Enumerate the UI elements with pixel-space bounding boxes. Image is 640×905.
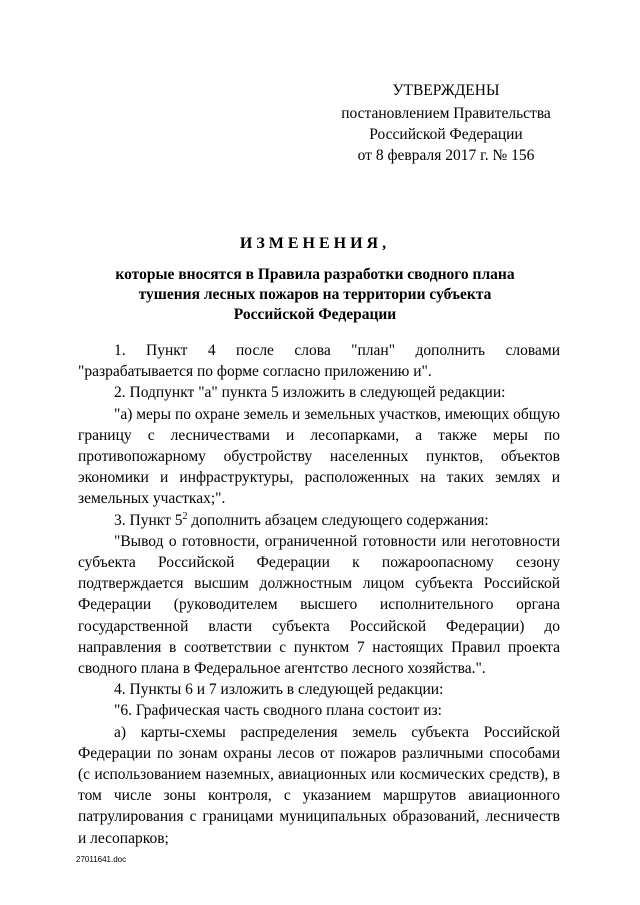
title-subtitle-2: тушения лесных пожаров на территории субъекта xyxy=(138,286,492,303)
approval-line-2: Российской Федерации xyxy=(369,126,523,143)
approval-line-3: от 8 февраля 2017 г. № 156 xyxy=(357,147,535,164)
approval-stamp xyxy=(330,80,562,166)
paragraph-2: 2. Подпункт "а" пункта 5 изложить в следующей редакции: xyxy=(114,384,506,402)
paragraph-7: "6. Графическая часть сводного плана состоит из: xyxy=(114,702,442,720)
title-subtitle-1: которые вносятся в Правила разработки сводного плана xyxy=(115,266,515,283)
approval-line-1: постановлением Правительства xyxy=(341,105,551,122)
paragraph-8: а) карты-схемы распределения земель субъекта Российской Федерации по зонам охраны лесов от пожаров различными способами (с использованием наземных, авиационных или космических средств), в том числе зоны контроля, с указанием маршрутов авиационного патрулирования с границами муниципальных образований, лесничеств и лесопарков; xyxy=(78,723,560,847)
paragraph-1: 1. Пункт 4 после слова "план" дополнить словами "разрабатывается по форме согласно приложению и". xyxy=(78,342,560,381)
superscript: 2 xyxy=(182,510,188,522)
paragraph-6: 4. Пункты 6 и 7 изложить в следующей редакции: xyxy=(114,681,444,699)
approval-status: УТВЕРЖДЕНЫ xyxy=(392,82,500,99)
paragraph-3: "а) меры по охране земель и земельных участков, имеющих общую границу с лесничествами и лесопарками, а также меры по противопожарному обустройству населенных пунктов, объектов экономики и инфраструктуры, расположенных на таких землях и земельных участках;". xyxy=(78,405,561,508)
paragraph-4 xyxy=(78,510,560,531)
title-heading: ИЗМЕНЕНИЯ, xyxy=(239,235,391,252)
paragraph-4-start: 3. Пункт 5 xyxy=(114,511,183,529)
footer-filename: 27011641.doc xyxy=(76,855,127,864)
paragraph-4-end: дополнить абзацем следующего содержания: xyxy=(187,511,489,529)
document-title xyxy=(60,235,570,325)
paragraph-5: "Вывод о готовности, ограниченной готовности или неготовности субъекта Российской Федерации к пожароопасному сезону подтверждается высшим должностным лицом субъекта Российской Федерации (руководителем высшего исполнительного органа государственной власти субъекта Российской Федерации) до направления в соответствии с пунктом 7 настоящих Правил проекта сводного плана в Федеральное агентство лесного хозяйства.". xyxy=(78,532,560,678)
title-subtitle-3: Российской Федерации xyxy=(233,306,397,323)
document-body xyxy=(78,340,560,849)
